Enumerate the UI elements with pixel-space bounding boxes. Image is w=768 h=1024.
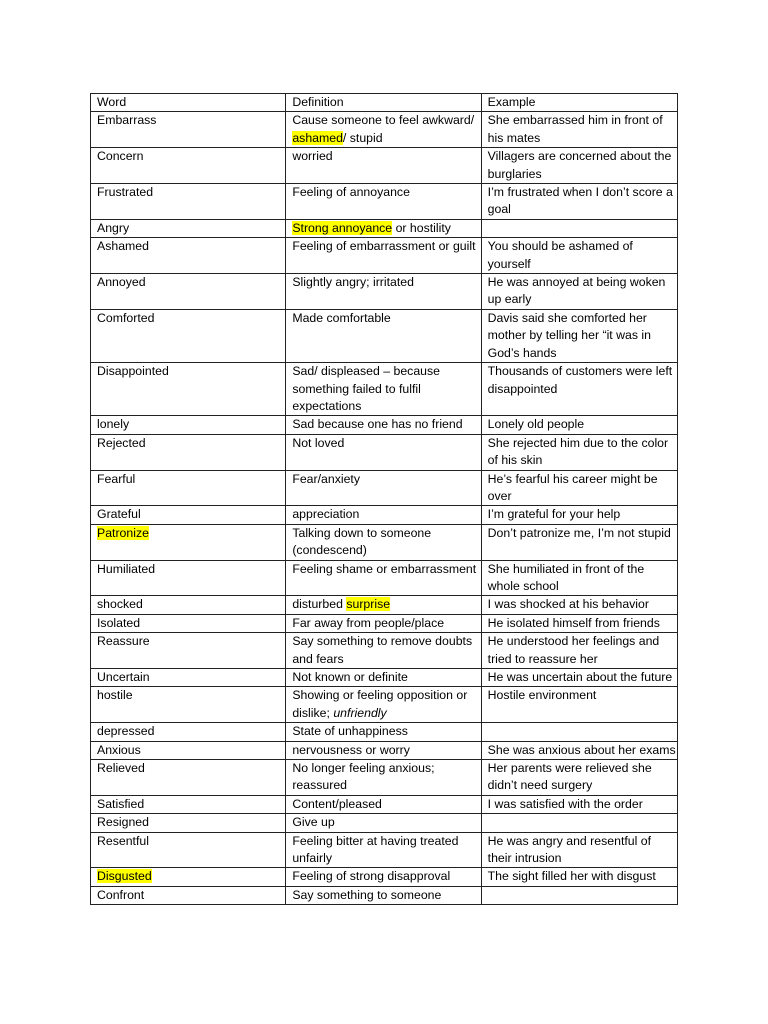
vocabulary-table — [90, 93, 678, 905]
word-text: Confront — [97, 887, 145, 902]
example-cell — [481, 524, 677, 560]
word-text: Satisfied — [97, 796, 145, 811]
table-row — [91, 506, 678, 524]
definition-text: disturbed — [292, 597, 347, 612]
definition-text: worried — [292, 149, 333, 164]
word-text: Angry — [97, 220, 130, 235]
definition-text: nervousness or worry — [292, 742, 410, 757]
definition-cell — [286, 633, 481, 669]
word-text: Isolated — [97, 615, 141, 630]
word-cell — [91, 148, 286, 184]
table-row — [91, 434, 678, 470]
definition-cell — [286, 524, 481, 560]
word-cell — [91, 795, 286, 813]
definition-text: No longer feeling anxious; reassured — [292, 761, 435, 793]
definition-cell — [286, 274, 481, 310]
example-cell — [481, 614, 677, 632]
example-cell — [481, 219, 677, 237]
definition-text: Feeling of strong disapproval — [292, 869, 451, 884]
word-cell — [91, 219, 286, 237]
definition-cell — [286, 470, 481, 506]
table-row — [91, 596, 678, 614]
table-row — [91, 184, 678, 220]
word-cell — [91, 238, 286, 274]
example-cell — [481, 741, 677, 759]
word-cell — [91, 416, 286, 434]
definition-text: Give up — [292, 815, 335, 830]
definition-cell — [286, 795, 481, 813]
definition-text: Sad because one has no friend — [292, 417, 463, 432]
definition-text: appreciation — [292, 507, 360, 522]
table-row — [91, 363, 678, 416]
word-cell — [91, 184, 286, 220]
table-row — [91, 669, 678, 687]
example-cell — [481, 760, 677, 796]
example-text: She rejected him due to the color of his skin — [487, 435, 669, 468]
table-row — [91, 524, 678, 560]
definition-cell — [286, 886, 481, 904]
word-text: Grateful — [97, 507, 141, 522]
example-cell — [481, 795, 677, 813]
table-row — [91, 614, 678, 632]
word-cell — [91, 596, 286, 614]
example-cell — [481, 723, 677, 741]
word-cell — [91, 434, 286, 470]
example-cell — [481, 238, 677, 274]
definition-text: Far away from people/place — [292, 615, 445, 630]
table-row — [91, 560, 678, 596]
table-row — [91, 633, 678, 669]
word-cell — [91, 470, 286, 506]
word-text: Reassure — [97, 634, 150, 649]
example-cell — [481, 814, 677, 832]
example-cell — [481, 309, 677, 362]
example-text: Thousands of customers were left disappointed — [487, 364, 673, 396]
definition-text: or hostility — [392, 220, 451, 235]
example-cell — [481, 363, 677, 416]
definition-text: State of unhappiness — [292, 724, 408, 739]
definition-text: Showing or feeling opposition or dislike; — [292, 688, 468, 720]
word-cell — [91, 886, 286, 904]
definition-text: Say something to someone — [292, 887, 442, 902]
table-row — [91, 723, 678, 741]
example-cell — [481, 687, 677, 723]
definition-cell — [286, 238, 481, 274]
definition-cell — [286, 416, 481, 434]
table-body — [91, 94, 678, 905]
example-text: He was annoyed at being woken up early — [487, 275, 666, 307]
word-text: Humiliated — [97, 561, 156, 576]
example-cell — [481, 470, 677, 506]
word-text: Frustrated — [97, 185, 154, 200]
word-cell — [91, 687, 286, 723]
word-text: Disappointed — [97, 364, 169, 379]
example-text: Her parents were relieved she didn’t need surgery — [487, 761, 652, 793]
word-text: Uncertain — [97, 670, 150, 684]
word-text: Patronize — [97, 525, 149, 540]
example-cell — [481, 416, 677, 434]
definition-text: Fear/anxiety — [292, 471, 360, 486]
definition-text: Feeling shame or embarrassment — [292, 561, 477, 576]
definition-cell — [286, 560, 481, 596]
word-text: Embarrass — [97, 113, 157, 128]
definition-text: unfriendly — [333, 705, 387, 720]
table-row — [91, 274, 678, 310]
example-text: He was uncertain about the future — [487, 670, 673, 684]
table-row — [91, 832, 678, 868]
word-cell — [91, 309, 286, 362]
word-cell — [91, 832, 286, 868]
table-row — [91, 741, 678, 759]
header-row — [91, 94, 678, 112]
example-text: I was satisfied with the order — [487, 796, 643, 811]
example-text: The sight filled her with disgust — [487, 869, 656, 884]
word-text: Anxious — [97, 742, 141, 757]
word-text: Rejected — [97, 435, 146, 450]
word-text: hostile — [97, 688, 133, 703]
example-text: I’m frustrated when I don’t score a goal — [487, 185, 673, 217]
word-cell — [91, 112, 286, 148]
definition-text: Feeling of annoyance — [292, 185, 410, 200]
word-text: Annoyed — [97, 275, 146, 290]
definition-text: Say something to remove doubts and fears — [292, 634, 473, 666]
table-row — [91, 795, 678, 813]
table-row — [91, 416, 678, 434]
example-text: I’m grateful for your help — [487, 507, 621, 522]
word-cell — [91, 363, 286, 416]
example-text: I was shocked at his behavior — [487, 597, 649, 612]
table-row — [91, 886, 678, 904]
word-cell — [91, 741, 286, 759]
word-cell — [91, 760, 286, 796]
example-text: She embarrassed him in front of his mates — [487, 113, 663, 145]
example-cell — [481, 112, 677, 148]
definition-cell — [286, 148, 481, 184]
word-text: Comforted — [97, 310, 155, 325]
word-cell — [91, 506, 286, 524]
header-example: Example — [481, 94, 677, 112]
definition-text: Slightly angry; irritated — [292, 275, 414, 290]
table-row — [91, 470, 678, 506]
definition-cell — [286, 669, 481, 687]
definition-text: Feeling of embarrassment or guilt — [292, 239, 476, 254]
highlighted-text: ashamed — [292, 130, 343, 145]
word-text: Ashamed — [97, 239, 149, 254]
word-text: Concern — [97, 149, 144, 164]
definition-cell — [286, 760, 481, 796]
definition-text: Content/pleased — [292, 796, 382, 811]
definition-cell — [286, 868, 481, 886]
table-row — [91, 760, 678, 796]
example-text: Lonely old people — [487, 417, 585, 432]
example-text: He’s fearful his career might be over — [487, 471, 658, 503]
word-text: depressed — [97, 724, 155, 739]
word-cell — [91, 633, 286, 669]
table-row — [91, 687, 678, 723]
definition-cell — [286, 219, 481, 237]
definition-text: Talking down to someone (condescend) — [292, 525, 432, 558]
word-cell — [91, 524, 286, 560]
example-cell — [481, 886, 677, 904]
definition-text: Made comfortable — [292, 310, 391, 325]
table-row — [91, 219, 678, 237]
definition-cell — [286, 184, 481, 220]
definition-cell — [286, 832, 481, 868]
example-cell — [481, 832, 677, 868]
definition-cell — [286, 723, 481, 741]
word-text: lonely — [97, 417, 130, 432]
word-cell — [91, 868, 286, 886]
word-cell — [91, 814, 286, 832]
table-row — [91, 868, 678, 886]
definition-cell — [286, 596, 481, 614]
definition-text: Not known or definite — [292, 670, 408, 684]
example-cell — [481, 633, 677, 669]
example-text: Hostile environment — [487, 688, 597, 703]
example-text: He isolated himself from friends — [487, 615, 660, 630]
definition-cell — [286, 741, 481, 759]
definition-cell — [286, 614, 481, 632]
word-cell — [91, 560, 286, 596]
example-text: She humiliated in front of the whole school — [487, 561, 645, 593]
header-definition: Definition — [286, 94, 481, 112]
example-cell — [481, 868, 677, 886]
example-text: Davis said she comforted her mother by telling her “it was in God’s hands — [487, 310, 651, 360]
definition-cell — [286, 506, 481, 524]
word-text: Relieved — [97, 761, 145, 776]
header-word: Word — [91, 94, 286, 112]
table-row — [91, 112, 678, 148]
definition-cell — [286, 814, 481, 832]
definition-cell — [286, 309, 481, 362]
example-text: Don’t patronize me, I’m not stupid — [487, 525, 671, 540]
example-text: She was anxious about her exams — [487, 742, 676, 757]
table-row — [91, 238, 678, 274]
word-cell — [91, 274, 286, 310]
example-text: He understood her feelings and tried to reassure her — [487, 634, 660, 666]
definition-text: / stupid — [342, 130, 383, 145]
example-text: Villagers are concerned about the burglaries — [487, 149, 672, 181]
word-cell — [91, 614, 286, 632]
word-text: Disgusted — [97, 869, 152, 884]
definition-text: Not loved — [292, 435, 345, 450]
example-cell — [481, 148, 677, 184]
highlighted-text: Strong annoyance — [292, 220, 393, 235]
example-text: You should be ashamed of yourself — [487, 239, 633, 271]
definition-text: Feeling bitter at having treated unfairly — [292, 833, 459, 866]
definition-cell — [286, 434, 481, 470]
word-text: shocked — [97, 597, 143, 612]
word-text: Resentful — [97, 833, 149, 848]
example-cell — [481, 506, 677, 524]
example-text: He was angry and resentful of their intrusion — [487, 833, 652, 866]
example-cell — [481, 560, 677, 596]
example-cell — [481, 434, 677, 470]
definition-cell — [286, 687, 481, 723]
definition-cell — [286, 112, 481, 148]
table-row — [91, 309, 678, 362]
example-cell — [481, 184, 677, 220]
example-cell — [481, 274, 677, 310]
definition-text: Cause someone to feel awkward/ — [292, 113, 475, 128]
example-cell — [481, 596, 677, 614]
example-cell — [481, 669, 677, 687]
table-row — [91, 814, 678, 832]
definition-text: Sad/ displeased – because something failed to fulfil expectations — [292, 364, 440, 413]
definition-cell — [286, 363, 481, 416]
word-cell — [91, 669, 286, 687]
table-row — [91, 148, 678, 184]
word-cell — [91, 723, 286, 741]
word-text: Fearful — [97, 471, 136, 486]
word-text: Resigned — [97, 815, 149, 830]
highlighted-text: surprise — [346, 597, 391, 612]
